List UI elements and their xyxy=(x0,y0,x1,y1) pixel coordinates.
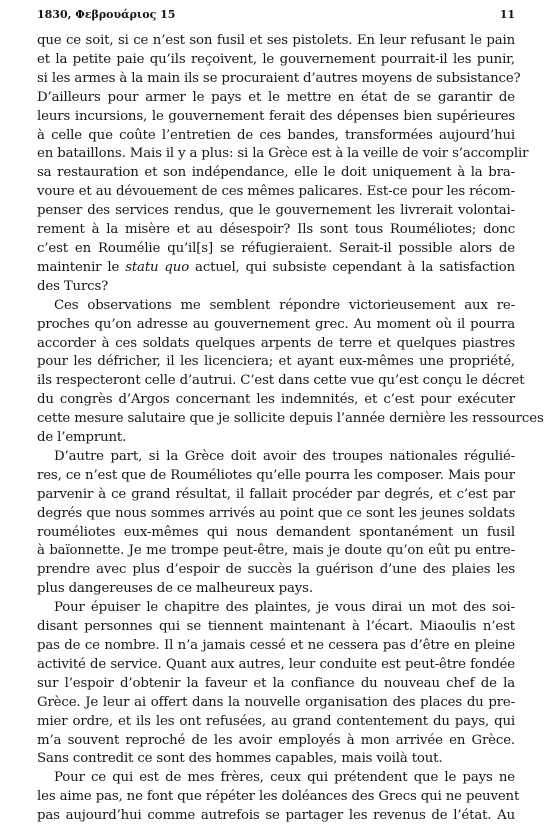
page-header xyxy=(37,8,515,32)
text-line: voure et au dévouement de ces mêmes palicares. Est-ce pour les récom- xyxy=(37,184,515,200)
text-line: res, ce n’est que de Rouméliotes qu’elle pourra les composer. Mais pour xyxy=(37,467,515,483)
text-line: rouméliotes eux-mêmes qui nous demandent spontanément un fusil xyxy=(37,524,515,540)
text-line: penser des services rendus, que le gouvernement les livrerait volontai- xyxy=(37,203,515,219)
text-line: disant personnes qui se tiennent maintenant à l’écart. Miaoulis n’est xyxy=(37,619,515,635)
text-line: Sans contredit ce sont des hommes capables, mais voilà tout. xyxy=(37,751,443,767)
page-number: 11 xyxy=(499,8,515,21)
paragraph xyxy=(37,448,515,599)
text-line: des Turcs? xyxy=(37,278,109,294)
text-line: c’est en Roumélie qu’il[s] se réfugieraient. Serait-il possible alors de xyxy=(37,240,515,256)
text-line: de l’emprunt. xyxy=(37,430,127,446)
text-line: Pour ce qui est de mes frères, ceux qui prétendent que le pays ne xyxy=(54,770,515,786)
text-line: degrés que nous sommes arrivés au point que ce sont les jeunes soldats xyxy=(37,505,515,521)
paragraph xyxy=(37,769,520,826)
text-line: pas aujourd’hui comme autrefois se partager les revenus de l’état. Au xyxy=(37,808,515,824)
text-line: sa restauration et son indépendance, elle le doit uniquement à la bra- xyxy=(37,165,515,181)
text-line: D’ailleurs pour armer le pays et le mettre en état de se garantir de xyxy=(37,89,515,105)
text-line: en bataillons. Mais il y a plus: si la Grèce est à la veille de voir s’accomplir xyxy=(37,146,529,162)
italic-phrase: statu quo xyxy=(125,259,190,275)
text-line: ils respecteront celle d’autrui. C’est dans cette vue qu’est conçu le décret xyxy=(37,373,525,389)
text-line: mier ordre, et ils les ont refusées, au grand contentement du pays, qui xyxy=(37,713,515,729)
paragraph xyxy=(37,599,515,769)
text-line: à celle que coûte l’entretien de ces bandes, transformées aujourd’hui xyxy=(37,127,515,143)
text-line: pas de ce nombre. Il n’a jamais cessé et ne cessera pas d’être en pleine xyxy=(37,638,515,653)
text-line: à baïonnette. Je me trompe peut-être, mais je doute qu’on eût pu entre- xyxy=(37,543,515,559)
text-line: D’autre part, si la Grèce doit avoir des troupes nationales régulié- xyxy=(54,448,515,464)
text-line: maintenir le statu quo actuel, qui subsiste cependant à la satisfaction xyxy=(37,259,515,275)
paragraph xyxy=(37,32,529,297)
text-line: leurs incursions, le gouvernement ferait des dépenses bien supérieures xyxy=(37,108,515,124)
text-line: sur l’espoir d’obtenir la faveur et la confiance du nouveau chef de la xyxy=(37,675,515,691)
text-line: du congrès d’Argos concernant les indemnités, et c’est pour exécuter xyxy=(37,392,515,408)
text-line: Pour épuiser le chapitre des plaintes, je vous dirai un mot des soi- xyxy=(54,600,515,616)
text-line: que ce soit, si ce n’est son fusil et ses pistolets. En leur refusant le pain xyxy=(37,33,515,48)
text-line: Ces observations me semblent répondre victorieusement aux re- xyxy=(54,297,515,313)
text-line: si les armes à la main ils se procuraient d’autres moyens de subsistance? xyxy=(37,70,521,86)
text-line: pour les défricher, il les licenciera; et ayant eux-mêmes une propriété, xyxy=(37,354,515,370)
text-line: et la petite paie qu’ils reçoivent, le gouvernement pourrait-il les punir, xyxy=(37,51,515,67)
running-head-date: 1830, Φεβρουάριος 15 xyxy=(37,8,176,21)
text-line: parvenir à ce grand résultat, il fallait procéder par degrés, et c’est par xyxy=(37,486,515,502)
text-line: proches qu’on adresse au gouvernement grec. Au moment où il pourra xyxy=(37,316,515,332)
text-line: cette mesure salutaire que je sollicite depuis l’année dernière les ressources xyxy=(37,411,544,427)
text-line: plus dangereuses de ce malheureux pays. xyxy=(37,581,313,597)
text-line: m’a souvent reproché de les avoir employés à mon arrivée en Grèce. xyxy=(37,732,515,748)
body-text xyxy=(37,32,544,826)
text-line: Grèce. Je leur ai offert dans la nouvelle organisation des places du pre- xyxy=(37,694,515,710)
text-line: accorder à ces soldats quelques arpents de terre et quelques piastres xyxy=(37,335,515,351)
text-line: activité de service. Quant aux autres, leur conduite est peut-être fondée xyxy=(37,656,515,672)
text-line: prendre avec plus d’espoir de succès la guérison d’une des plaies les xyxy=(37,562,515,578)
text-line: les aime pas, ne font que répéter les doléances des Grecs qui ne peuvent xyxy=(37,789,520,805)
text-line: rement à la misère et au désespoir? Ils sont tous Rouméliotes; donc xyxy=(37,222,515,238)
paragraph xyxy=(37,297,544,448)
